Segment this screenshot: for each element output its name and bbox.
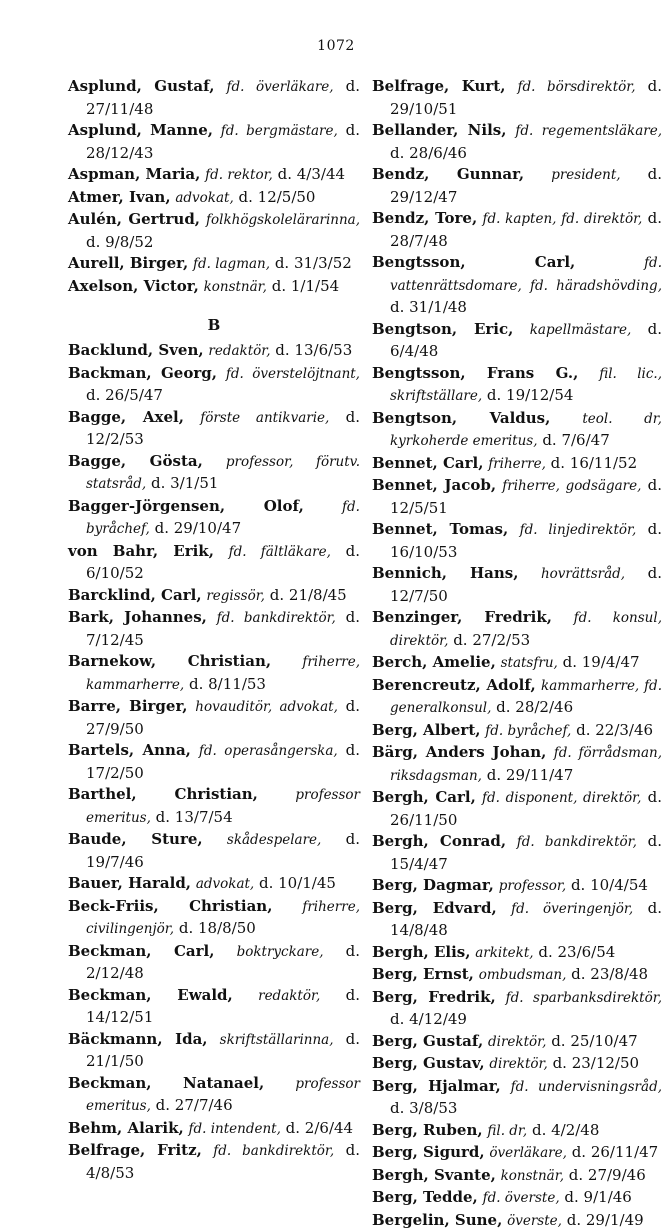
register-entry <box>68 740 360 784</box>
entry-name: Beck-Friis, Christian, <box>68 897 272 915</box>
entry-date: d. 29/12/47 <box>390 165 662 206</box>
entry-name: Bengtson, Valdus, <box>372 409 550 427</box>
entry-title: fil. dr, <box>487 1123 527 1139</box>
entry-name: Bagge, Gösta, <box>68 452 203 470</box>
entry-date: d. 4/8/53 <box>86 1141 360 1182</box>
entry-name: Bärg, Anders Johan, <box>372 743 546 761</box>
entry-date: d. 27/11/48 <box>86 77 360 118</box>
register-entry <box>68 873 360 896</box>
entry-title: fd. bankdirektör, <box>517 834 637 850</box>
register-entry <box>68 1073 360 1118</box>
entry-title: fd. byråchef, <box>485 723 571 739</box>
entry-date: d. 13/7/54 <box>156 808 233 826</box>
entry-date: d. 23/6/54 <box>538 943 615 961</box>
entry-title: president, <box>551 167 620 183</box>
entry-name: Bauer, Harald, <box>68 874 191 892</box>
register-entry <box>68 1029 360 1073</box>
entry-title: arkitekt, <box>475 945 533 961</box>
register-entry <box>372 964 662 987</box>
register-entry <box>372 208 662 252</box>
entry-date: d. 27/7/46 <box>156 1096 233 1114</box>
entry-title: fd. överste, <box>483 1190 560 1206</box>
entry-name: Aurell, Birger, <box>68 254 188 272</box>
register-entry <box>68 187 360 210</box>
register-entry <box>372 787 662 831</box>
entry-title: konstnär, <box>501 1168 564 1184</box>
entry-name: Barcklind, Carl, <box>68 586 202 604</box>
entry-name: Bergh, Elis, <box>372 943 470 961</box>
entry-date: d. 2/12/48 <box>86 942 360 983</box>
entry-name: Aspman, Maria, <box>68 165 200 183</box>
register-entry <box>372 720 662 743</box>
register-entry <box>372 875 662 898</box>
right-column <box>372 76 662 1232</box>
register-entry <box>68 451 360 496</box>
entry-date: d. 10/1/45 <box>259 874 336 892</box>
entry-name: Bäckmann, Ida, <box>68 1030 208 1048</box>
entry-title: redaktör, <box>208 343 270 359</box>
register-entry <box>68 340 360 363</box>
entry-title: ombudsman, <box>479 967 567 983</box>
entry-date: d. 21/8/45 <box>270 586 347 604</box>
entry-date: d. 3/8/53 <box>390 1099 457 1117</box>
entry-title: friherre, kammarherre, <box>86 654 360 693</box>
entry-name: Berg, Gustav, <box>372 1054 485 1072</box>
entry-title: boktryckare, <box>237 944 324 960</box>
entry-name: Berch, Amelie, <box>372 653 496 671</box>
entry-title: överste, <box>507 1213 562 1229</box>
entry-name: Berg, Albert, <box>372 721 480 739</box>
entry-name: Bellander, Nils, <box>372 121 506 139</box>
entry-date: d. 4/12/49 <box>390 1010 467 1028</box>
entry-title: advokat, <box>196 876 254 892</box>
entry-title: fd. konsul, direktör, <box>390 610 662 649</box>
entry-date: d. 26/11/50 <box>390 788 662 829</box>
entry-name: Bagger-Jörgensen, Olof, <box>68 497 304 515</box>
entry-name: Bagge, Axel, <box>68 408 184 426</box>
register-entry <box>372 563 662 607</box>
entry-title: konstnär, <box>204 279 267 295</box>
entry-date: d. 14/8/48 <box>390 899 662 940</box>
entry-date: d. 8/11/53 <box>189 675 266 693</box>
register-entry <box>372 164 662 208</box>
entry-title: fd. operasångerska, <box>199 743 338 759</box>
entry-name: Beckman, Natanael, <box>68 1074 264 1092</box>
register-entry <box>68 696 360 740</box>
entry-title: fd. lagman, <box>193 256 270 272</box>
entry-date: d. 29/1/49 <box>567 1211 644 1229</box>
entry-name: Bengtsson, Frans G., <box>372 364 578 382</box>
register-entry <box>68 407 360 451</box>
entry-name: Berg, Dagmar, <box>372 876 494 894</box>
entry-date: d. 29/10/51 <box>390 77 662 118</box>
register-entry <box>372 898 662 942</box>
entry-name: Asplund, Gustaf, <box>68 77 214 95</box>
entry-date: d. 31/1/48 <box>390 298 467 316</box>
register-entry <box>68 209 360 253</box>
entry-date: d. 21/1/50 <box>86 1030 360 1071</box>
entry-date: d. 19/4/47 <box>563 653 640 671</box>
entry-title: fil. lic., skriftställare, <box>390 366 662 405</box>
entry-date: d. 6/4/48 <box>390 320 662 361</box>
register-entry <box>68 607 360 651</box>
entry-name: Backlund, Sven, <box>68 341 204 359</box>
entry-name: von Bahr, Erik, <box>68 542 214 560</box>
entry-name: Aulén, Gertrud, <box>68 210 200 228</box>
entry-date: d. 16/11/52 <box>551 454 638 472</box>
register-entry <box>68 784 360 829</box>
entry-title: fd. disponent, direktör, <box>482 790 641 806</box>
entry-name: Bergh, Conrad, <box>372 832 506 850</box>
entry-name: Axelson, Victor, <box>68 277 199 295</box>
register-entry <box>68 1118 360 1141</box>
entry-title: kapellmästare, <box>530 322 631 338</box>
entry-title: regissör, <box>206 588 265 604</box>
entry-date: d. 28/12/43 <box>86 121 360 162</box>
entry-date: d. 29/10/47 <box>155 519 242 537</box>
entry-name: Bengtsson, Carl, <box>372 253 575 271</box>
register-entry <box>372 987 662 1031</box>
entry-title: fd. bankdirektör, <box>217 610 336 626</box>
register-entry <box>372 1187 662 1210</box>
entry-title: fd. undervisningsråd, <box>511 1079 662 1095</box>
register-entry <box>372 519 662 563</box>
register-entry <box>68 941 360 985</box>
register-entry <box>68 829 360 873</box>
entry-title: förste antikvarie, <box>200 410 329 426</box>
register-entry <box>68 651 360 696</box>
page-number: 1072 <box>0 38 672 54</box>
entry-name: Berg, Sigurd, <box>372 1143 485 1161</box>
entry-name: Beckman, Ewald, <box>68 986 233 1004</box>
entry-date: d. 26/5/47 <box>86 386 163 404</box>
letter-heading: B <box>68 298 360 340</box>
entry-date: d. 4/2/48 <box>532 1121 599 1139</box>
entry-name: Bennet, Tomas, <box>372 520 508 538</box>
entry-date: d. 12/2/53 <box>86 408 360 449</box>
entry-date: d. 10/4/54 <box>571 876 648 894</box>
register-entry <box>68 1140 360 1184</box>
entry-name: Bengtson, Eric, <box>372 320 513 338</box>
entry-date: d. 23/12/50 <box>553 1054 640 1072</box>
entry-name: Berg, Gustaf, <box>372 1032 483 1050</box>
entry-date: d. 28/2/46 <box>496 698 573 716</box>
entry-title: fd. överingenjör, <box>511 901 633 917</box>
register-entry <box>68 276 360 299</box>
entry-title: fd. bankdirektör, <box>213 1143 334 1159</box>
entry-title: fd. sparbanksdirektör, <box>506 990 662 1006</box>
entry-title: friherre, <box>488 456 546 472</box>
register-entry <box>372 1120 662 1143</box>
entry-title: fd. överläkare, <box>227 79 334 95</box>
entry-name: Bendz, Tore, <box>372 209 477 227</box>
register-entry <box>372 742 662 787</box>
entry-date: d. 23/8/48 <box>571 965 648 983</box>
register-entry <box>68 164 360 187</box>
entry-name: Bartels, Anna, <box>68 741 191 759</box>
entry-date: d. 16/10/53 <box>390 520 662 561</box>
register-entry <box>68 585 360 608</box>
register-entry <box>372 120 662 164</box>
entry-name: Bendz, Gunnar, <box>372 165 524 183</box>
register-entry <box>372 675 662 720</box>
entry-date: d. 1/1/54 <box>272 277 339 295</box>
entry-title: fd. vattenrättsdomare, fd. häradshövding, <box>390 255 662 294</box>
entry-date: d. 18/8/50 <box>179 919 256 937</box>
entry-name: Barre, Birger, <box>68 697 188 715</box>
entry-title: direktör, <box>489 1056 547 1072</box>
entry-date: d. 2/6/44 <box>286 1119 353 1137</box>
entry-title: folkhögskolelärarinna, <box>206 212 360 228</box>
entry-date: d. 27/2/53 <box>453 631 530 649</box>
entry-name: Berencreutz, Adolf, <box>372 676 536 694</box>
entry-name: Atmer, Ivan, <box>68 188 171 206</box>
register-entry <box>372 652 662 675</box>
entry-title: hovauditör, advokat, <box>195 699 338 715</box>
register-entry <box>372 453 662 476</box>
register-entry <box>372 363 662 408</box>
entry-date: d. 19/7/46 <box>86 830 360 871</box>
entry-name: Berg, Ernst, <box>372 965 474 983</box>
entry-date: d. 4/3/44 <box>278 165 345 183</box>
entry-title: professor emeritus, <box>86 1076 360 1115</box>
register-entry <box>372 1142 662 1165</box>
entry-date: d. 3/1/51 <box>151 474 218 492</box>
entry-date: d. 29/11/47 <box>487 766 574 784</box>
entry-title: advokat, <box>175 190 233 206</box>
register-entry <box>372 76 662 120</box>
entry-date: d. 19/12/54 <box>487 386 574 404</box>
register-entry <box>68 496 360 541</box>
register-entry <box>372 942 662 965</box>
entry-date: d. 9/1/46 <box>564 1188 631 1206</box>
entry-date: d. 27/9/50 <box>86 697 360 738</box>
entry-name: Belfrage, Kurt, <box>372 77 505 95</box>
entry-name: Benzinger, Fredrik, <box>372 608 552 626</box>
entry-name: Bergelin, Sune, <box>372 1211 502 1229</box>
left-column <box>68 76 360 1184</box>
entry-title: fd. kapten, fd. direktör, <box>482 211 642 227</box>
register-entry <box>68 253 360 276</box>
entry-date: d. 14/12/51 <box>86 986 360 1027</box>
entry-name: Beckman, Carl, <box>68 942 214 960</box>
register-entry <box>372 607 662 652</box>
entry-title: skriftställarinna, <box>220 1032 334 1048</box>
entry-name: Bennet, Carl, <box>372 454 483 472</box>
entry-title: fd. intendent, <box>189 1121 281 1137</box>
entry-name: Belfrage, Fritz, <box>68 1141 202 1159</box>
entry-title: hovrättsråd, <box>541 566 625 582</box>
entry-name: Berg, Tedde, <box>372 1188 478 1206</box>
entry-date: d. 31/3/52 <box>275 254 352 272</box>
entry-date: d. 9/8/52 <box>86 233 153 251</box>
register-entry <box>68 896 360 941</box>
entry-date: d. 22/3/46 <box>576 721 653 739</box>
register-entry <box>372 319 662 363</box>
entry-title: professor, <box>499 878 566 894</box>
entry-title: fd. bergmästare, <box>221 123 338 139</box>
entry-date: d. 25/10/47 <box>551 1032 638 1050</box>
entry-title: överläkare, <box>489 1145 567 1161</box>
entry-name: Bergh, Svante, <box>372 1166 496 1184</box>
entry-name: Asplund, Manne, <box>68 121 213 139</box>
entry-title: skådespelare, <box>227 832 321 848</box>
register-entry <box>68 985 360 1029</box>
entry-date: d. 15/4/47 <box>390 832 662 873</box>
entry-date: d. 7/6/47 <box>542 431 609 449</box>
entry-title: fd. byråchef, <box>86 499 360 538</box>
entry-date: d. 7/12/45 <box>86 608 360 649</box>
entry-name: Bergh, Carl, <box>372 788 476 806</box>
entry-name: Berg, Edvard, <box>372 899 497 917</box>
entry-title: fd. börsdirektör, <box>518 79 636 95</box>
entry-date: d. 28/7/48 <box>390 209 662 250</box>
register-entry <box>372 1165 662 1188</box>
entry-title: fd. rektor, <box>205 167 273 183</box>
entry-date: d. 12/5/50 <box>239 188 316 206</box>
register-entry <box>372 252 662 319</box>
entry-date: d. 26/11/47 <box>572 1143 659 1161</box>
entry-name: Bennet, Jacob, <box>372 476 496 494</box>
register-entry <box>68 363 360 407</box>
register-entry <box>68 76 360 120</box>
entry-name: Barthel, Christian, <box>68 785 258 803</box>
entry-date: d. 12/7/50 <box>390 564 662 605</box>
entry-title: statsfru, <box>501 655 558 671</box>
entry-title: friherre, civilingenjör, <box>86 899 360 938</box>
register-entry <box>372 1076 662 1120</box>
entry-name: Barnekow, Christian, <box>68 652 271 670</box>
register-entry <box>68 120 360 164</box>
entry-date: d. 13/6/53 <box>275 341 352 359</box>
entry-title: friherre, godsägare, <box>502 478 641 494</box>
entry-name: Behm, Alarik, <box>68 1119 184 1137</box>
entry-title: fd. överstelöjtnant, <box>226 366 360 382</box>
register-entry <box>372 475 662 519</box>
entry-title: teol. dr, kyrkoherde emeritus, <box>390 411 662 450</box>
entry-title: kammarherre, fd. generalkonsul, <box>390 678 662 717</box>
entry-name: Baude, Sture, <box>68 830 203 848</box>
register-entry <box>372 831 662 875</box>
entry-name: Berg, Hjalmar, <box>372 1077 501 1095</box>
entry-name: Berg, Fredrik, <box>372 988 496 1006</box>
entry-title: fd. linjedirektör, <box>520 522 637 538</box>
entry-title: redaktör, <box>258 988 320 1004</box>
register-entry <box>372 408 662 453</box>
entry-name: Berg, Ruben, <box>372 1121 483 1139</box>
entry-name: Bennich, Hans, <box>372 564 518 582</box>
entry-title: professor, förutv. statsråd, <box>86 454 360 493</box>
entry-date: d. 27/9/46 <box>569 1166 646 1184</box>
entry-date: d. 17/2/50 <box>86 741 360 782</box>
entry-title: fd. fältläkare, <box>229 544 331 560</box>
register-entry <box>372 1053 662 1076</box>
entry-title: fd. förrådsman, riksdagsman, <box>390 745 662 784</box>
entry-title: direktör, <box>488 1034 546 1050</box>
entry-date: d. 6/10/52 <box>86 542 360 583</box>
entry-title: professor emeritus, <box>86 787 360 826</box>
entry-title: fd. regementsläkare, <box>515 123 662 139</box>
entry-date: d. 28/6/46 <box>390 144 467 162</box>
register-entry <box>372 1031 662 1054</box>
entry-name: Bark, Johannes, <box>68 608 207 626</box>
entry-date: d. 12/5/51 <box>390 476 662 517</box>
register-entry <box>372 1210 662 1232</box>
register-entry <box>68 541 360 585</box>
entry-name: Backman, Georg, <box>68 364 217 382</box>
